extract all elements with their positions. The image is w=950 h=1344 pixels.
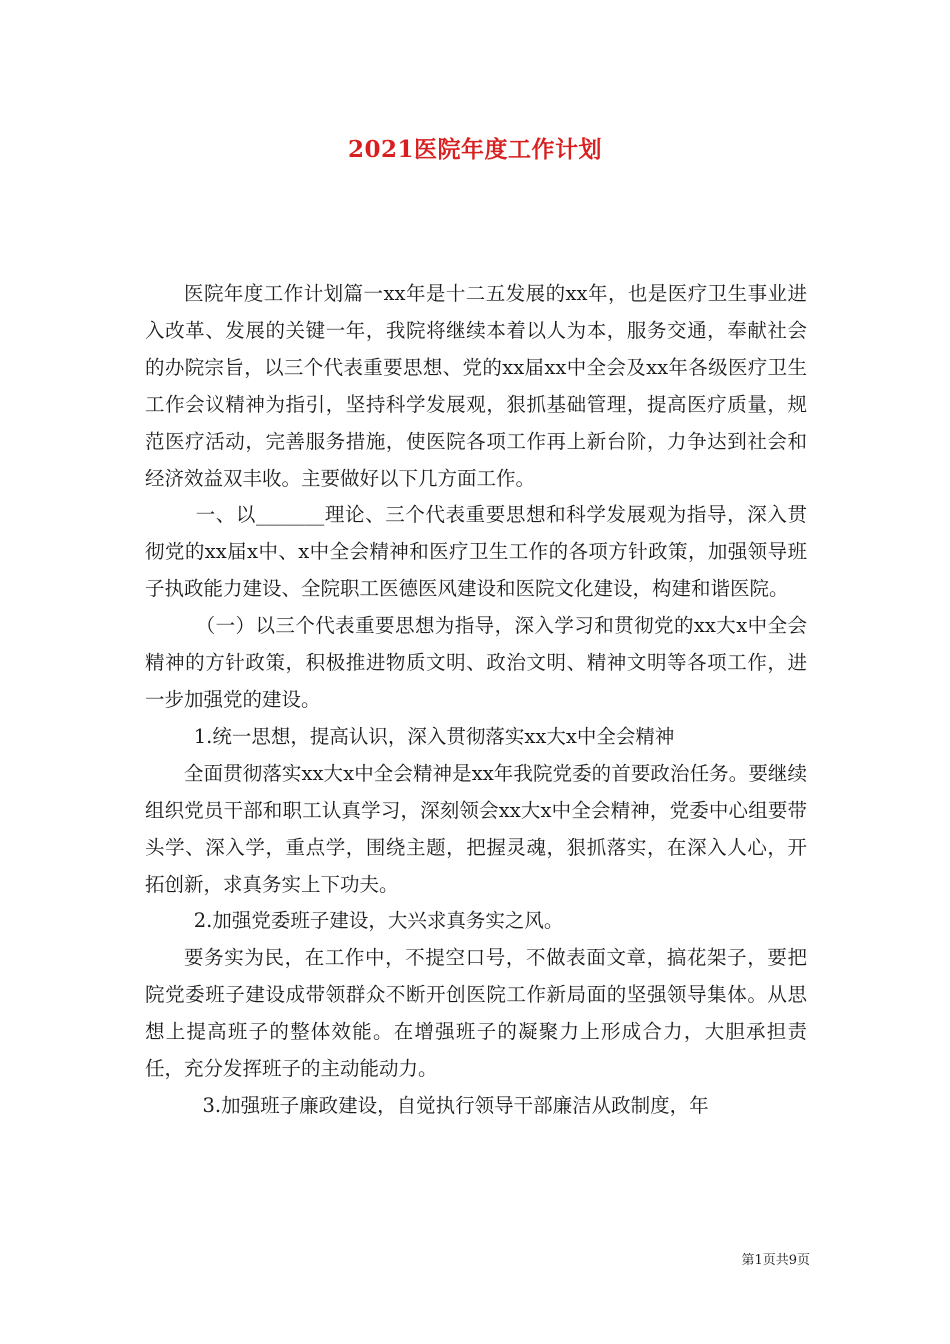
- paragraph-item-1-body: 全面贯彻落实xx大x中全会精神是xx年我院党委的首要政治任务。要继续组织党员干部和职工认真学习，深刻领会xx大x中全会精神，党委中心组要带头学、深入学，重点学，围绕主题，把握灵魂，狠抓落实，在深入人心，开拓创新，求真务实上下功夫。: [145, 761, 807, 896]
- paragraph-item-2-heading: 2.加强党委班子建设，大兴求真务实之风。: [193, 909, 564, 933]
- paragraph-item-2-body: 要务实为民，在工作中，不提空口号，不做表面文章，搞花架子，要把院党委班子建设成带领群众不断开创医院工作新局面的坚强领导集体。从思想上提高班子的整体效能。在增强班子的凝聚力上形成合力，大胆承担责任，充分发挥班子的主动能动力。: [145, 946, 807, 1081]
- document-body: [145, 276, 807, 1125]
- paragraph-item-1-heading: 1.统一思想，提高认识，深入贯彻落实xx大x中全会精神: [193, 724, 675, 748]
- page-number: 第1页共9页: [741, 1253, 810, 1268]
- paragraph-subsection-1: （一）以三个代表重要思想为指导，深入学习和贯彻党的xx大x中全会精神的方针政策，积极推进物质文明、政治文明、精神文明等各项工作，进一步加强党的建设。: [145, 614, 807, 711]
- paragraph-section-1: 一、以_______理论、三个代表重要思想和科学发展观为指导，深入贯彻党的xx届x中、x中全会精神和医疗卫生工作的各项方针政策，加强领导班子执政能力建设、全院职工医德医风建设和医院文化建设，构建和谐医院。: [145, 503, 807, 601]
- paragraph-item-3-heading: 3.加强班子廉政建设，自觉执行领导干部廉洁从政制度，年: [202, 1093, 709, 1117]
- document-title: 2021医院年度工作计划: [347, 136, 602, 163]
- paragraph-intro: 医院年度工作计划篇一xx年是十二五发展的xx年，也是医疗卫生事业进入改革、发展的关键一年，我院将继续本着以人为本，服务交通，奉献社会的办院宗旨，以三个代表重要思想、党的xx届xx中全会及xx年各级医疗卫生工作会议精神为指引，坚持科学发展观，狠抓基础管理，提高医疗质量，规范医疗活动，完善服务措施，使医院各项工作再上新台阶，力争达到社会和经济效益双丰收。主要做好以下几方面工作。: [145, 282, 807, 490]
